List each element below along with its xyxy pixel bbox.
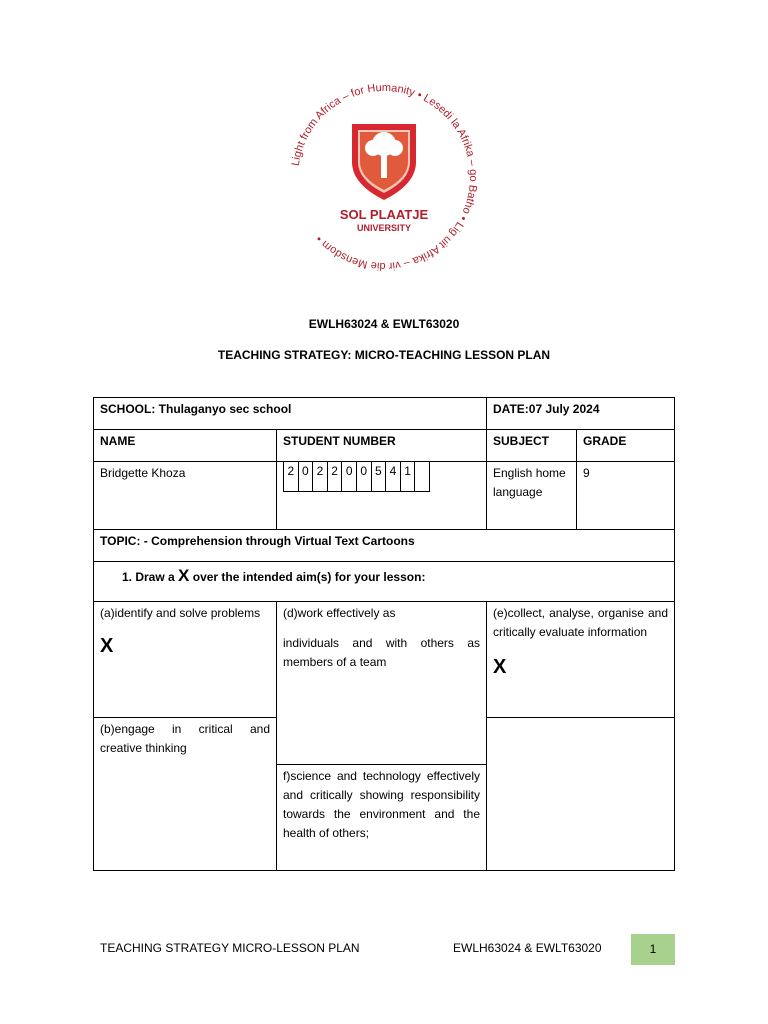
aim-a-x-mark: X (100, 635, 114, 657)
digit-box: 0 (298, 461, 314, 492)
instruction-cell (93, 561, 675, 602)
name-header (93, 429, 277, 462)
student-name: Bridgette Khoza (100, 466, 186, 480)
grade-value-cell (576, 461, 675, 530)
digit-box: 5 (371, 461, 387, 492)
aim-d-cell (276, 601, 487, 765)
logo-ring-text: Light from Africa – for Humanity • Lesedi la Afrika – go Batho • Lig uit Afrika – vir die Mensdom • (289, 82, 480, 272)
instruction-suffix: over the intended aim(s) for your lesson: (192, 570, 426, 584)
digit-box: 4 (385, 461, 401, 492)
digit-box: 2 (283, 461, 299, 492)
digit-box: 2 (312, 461, 328, 492)
empty-cell (486, 717, 675, 871)
aim-f-text: f)science and technology effectively and critically showing responsibility towards the environment and the health of others; (283, 769, 480, 840)
student-number-boxes (283, 461, 429, 492)
name-value-cell (93, 461, 277, 530)
grade-header-label: GRADE (583, 434, 627, 448)
shield-icon (352, 124, 416, 200)
aim-e-text: (e)collect, analyse, organise and critically evaluate information (493, 606, 668, 639)
aim-a-text: (a)identify and solve problems (100, 606, 261, 620)
subject-header (486, 429, 577, 462)
instruction-x: X (178, 566, 190, 585)
student-number-header (276, 429, 487, 462)
aim-e-x-mark: X (493, 656, 507, 678)
document-title: TEACHING STRATEGY: MICRO-TEACHING LESSON PLAN (217, 348, 551, 362)
topic-label: TOPIC: - Comprehension through Virtual Text Cartoons (100, 534, 415, 548)
university-logo (284, 82, 484, 272)
aim-a-cell (93, 601, 277, 718)
logo-name-line1: SOL PLAATJE (339, 207, 429, 222)
date-cell (486, 397, 675, 430)
subject-value: English home language (493, 466, 566, 499)
aim-e-cell (486, 601, 675, 718)
digit-box: 1 (400, 461, 416, 492)
aim-b-text: (b)engage in critical and creative thinking (100, 722, 270, 755)
school-label: SCHOOL: Thulaganyo sec school (100, 402, 292, 416)
digit-box: 0 (341, 461, 357, 492)
subject-value-cell (486, 461, 577, 530)
topic-cell (93, 529, 675, 562)
aim-f-cell (276, 764, 487, 871)
page-number-badge: 1 (631, 934, 675, 965)
aim-d-text-line1: (d)work effectively as (283, 606, 396, 620)
digit-box (414, 461, 430, 492)
school-cell (93, 397, 487, 430)
digit-box: 2 (327, 461, 343, 492)
logo-name-line2: UNIVERSITY (356, 223, 412, 233)
grade-value: 9 (583, 466, 590, 480)
grade-header (576, 429, 675, 462)
subject-header-label: SUBJECT (493, 434, 550, 448)
name-header-label: NAME (100, 434, 136, 448)
date-label: DATE:07 July 2024 (493, 402, 600, 416)
student-number-header-label: STUDENT NUMBER (283, 434, 396, 448)
aim-b-cell (93, 717, 277, 871)
aim-d-text-line2: individuals and with others as members of a team (283, 636, 480, 669)
instruction-prefix: 1. Draw a (122, 570, 175, 584)
footer-course-codes: EWLH63024 & EWLT63020 (453, 941, 602, 955)
digit-box: 0 (356, 461, 372, 492)
course-codes: EWLH63024 & EWLT63020 (308, 317, 460, 331)
footer-title: TEACHING STRATEGY MICRO-LESSON PLAN (100, 941, 360, 955)
